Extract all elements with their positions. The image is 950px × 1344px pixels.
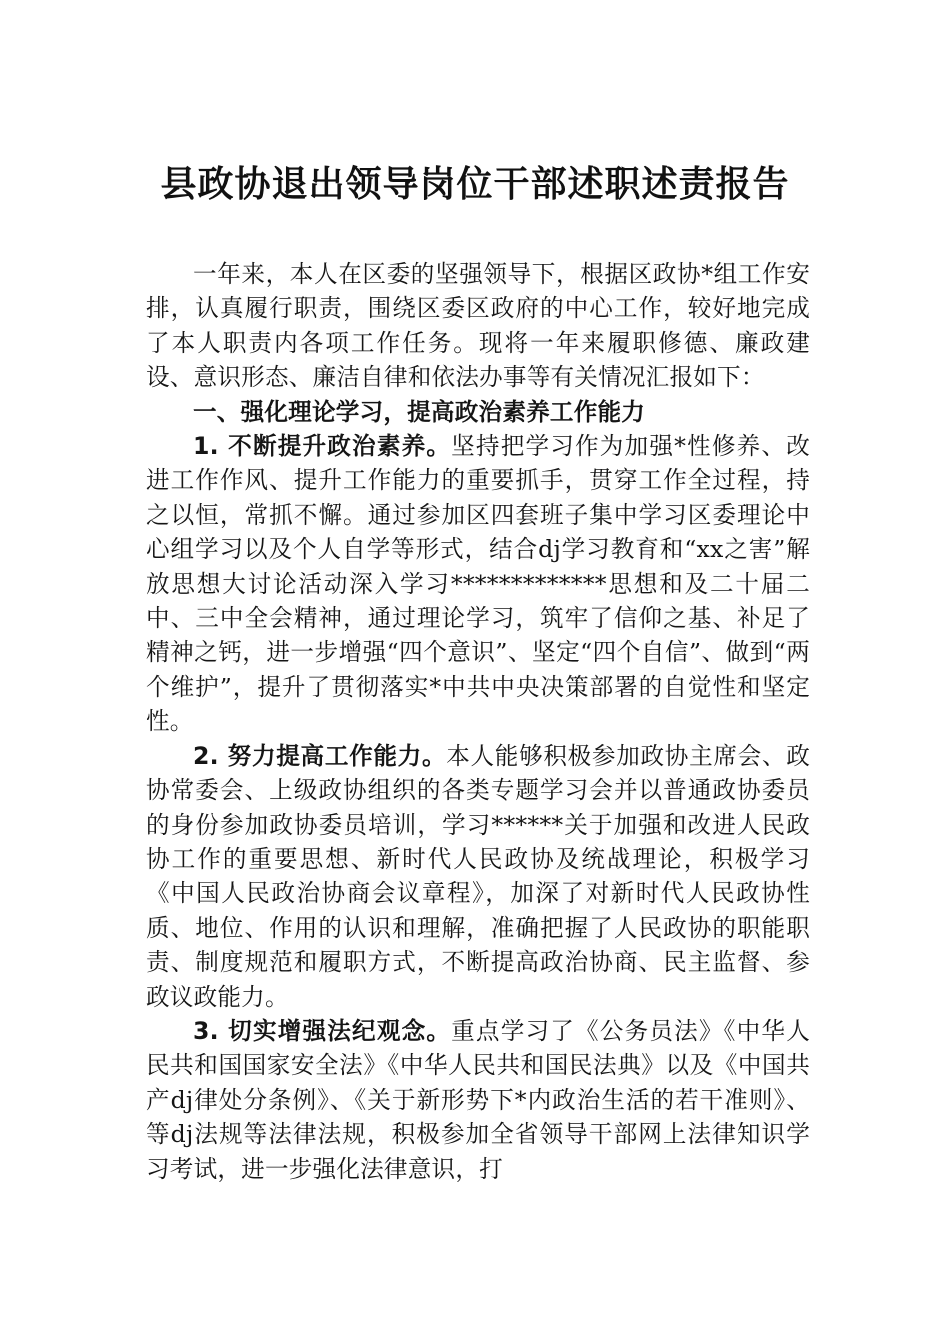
intro-paragraph: 一年来，本人在区委的坚强领导下，根据区政协*组工作安排，认真履行职责，围绕区委区政府的中心工作，较好地完成了本人职责内各项工作任务。现将一年来履职修德、廉政建设、意识形态、廉洁自律和依法办事等有关情况汇报如下： — [146, 260, 810, 392]
list-item — [146, 1014, 810, 1186]
item-text: 坚持把学习作为加强*性修养、改进工作作风、提升工作能力的重要抓手，贯穿工作全过程，持之以恒，常抓不懈。通过参加区四套班子集中学习区委理论中心组学习以及个人自学等形式，结合dj学习教育和“xx之害”解放思想大讨论活动深入学习*************思想和及二十届二中、三中全会精神，通过理论学习，筑牢了信仰之基、补足了精神之钙，进一步增强“四个意识”、坚定“四个自信”、做到“两个维护”，提升了贯彻落实*中共中央决策部署的自觉性和坚定性。 — [146, 432, 811, 736]
item-lead: 2. 努力提高工作能力。 — [193, 741, 447, 770]
section-heading: 一、强化理论学习，提高政治素养工作能力 — [193, 397, 646, 426]
list-item — [146, 429, 810, 739]
document-title: 县政协退出领导岗位干部述职述责报告 — [160, 163, 790, 205]
item-text: 本人能够积极参加政协主席会、政协常委会、上级政协组织的各类专题学习会并以普通政协委员的身份参加政协委员培训，学习******关于加强和改进人民政协工作的重要思想、新时代人民政协及统战理论，积极学习《中国人民政治协商会议章程》，加深了对新时代人民政协性质、地位、作用的认识和理解，准确把握了人民政协的职能职责、制度规范和履职方式，不断提高政治协商、民主监督、参政议政能力。 — [146, 741, 810, 1011]
item-text: 重点学习了《公务员法》《中华人民共和国国家安全法》《中华人民共和国民法典》以及《中国共产dj律处分条例》、《关于新形势下*内政治生活的若干准则》、等dj法规等法律法规，积极参加全省领导干部网上法律知识学习考试，进一步强化法律意识，打 — [146, 1016, 810, 1183]
list-item — [146, 739, 810, 1014]
item-lead: 1. 不断提升政治素养。 — [193, 432, 452, 461]
item-lead: 3. 切实增强法纪观念。 — [193, 1016, 452, 1045]
document-body — [146, 257, 810, 1186]
